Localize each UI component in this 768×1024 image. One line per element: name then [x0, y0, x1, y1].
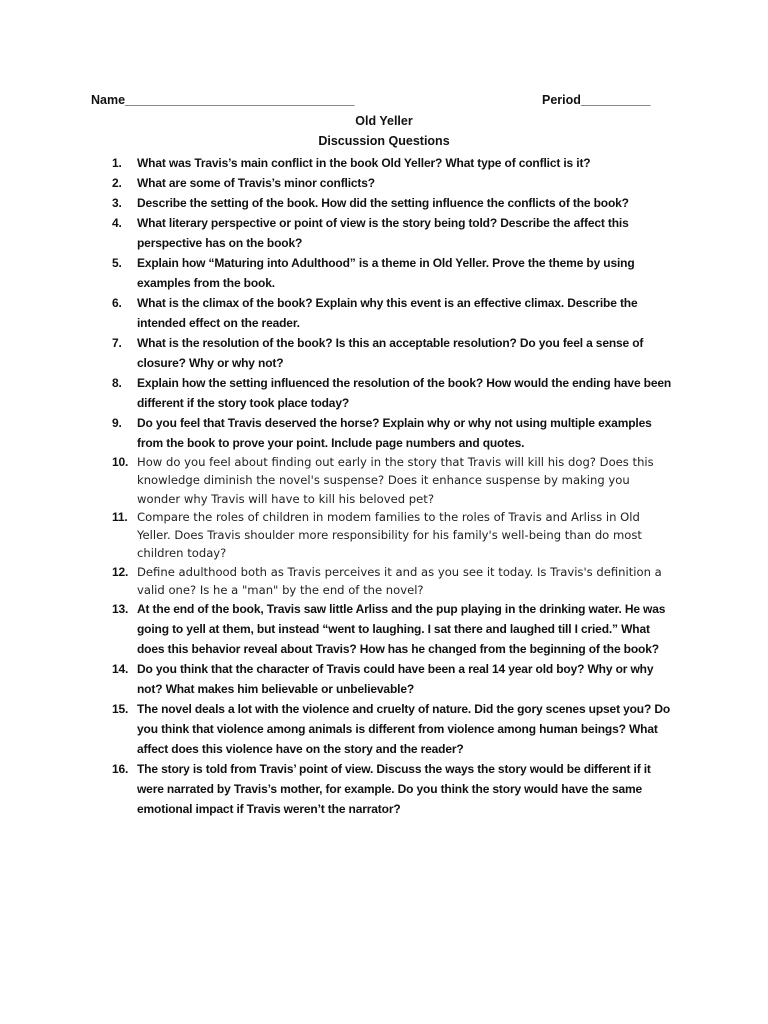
- question-text: What literary perspective or point of view is the story being told? Describe the affect this perspective has on the book?: [137, 216, 629, 250]
- question-number: 11.: [112, 509, 128, 524]
- question-number: 10.: [112, 455, 129, 469]
- question-number: 4.: [112, 216, 122, 230]
- period-field: Period__________: [542, 93, 651, 107]
- question-item: [112, 193, 672, 213]
- question-item: [112, 759, 672, 819]
- question-item: [112, 373, 672, 413]
- question-text: Do you feel that Travis deserved the horse? Explain why or why not using multiple examples from the book to prove your point. Include page numbers and quotes.: [137, 416, 652, 450]
- question-number: 14.: [112, 662, 129, 677]
- question-text: Explain how “Maturing into Adulthood” is a theme in Old Yeller. Prove the theme by using examples from the book.: [137, 256, 635, 290]
- question-text: How do you feel about finding out early in the story that Travis will kill his dog? Does this knowledge diminish the novel's suspense? Does it enhance suspense by making you wonder why Travis will have to kill his beloved pet?: [137, 455, 654, 506]
- question-item: [112, 699, 672, 759]
- question-text: Do you think that the character of Travis could have been a real 14 year old boy? Why or why not? What makes him believable or unbelievable?: [137, 662, 654, 697]
- question-item: [112, 413, 672, 453]
- question-item: [112, 253, 672, 293]
- question-number: 15.: [112, 702, 129, 717]
- question-item: [112, 173, 672, 193]
- question-number: 3.: [112, 196, 122, 210]
- question-number: 7.: [112, 336, 122, 350]
- book-title: Old Yeller: [355, 114, 413, 128]
- question-item: [112, 333, 672, 373]
- question-text: Define adulthood both as Travis perceives it and as you see it today. Is Travis's definition a valid one? Is he a "man" by the end of the novel?: [137, 564, 662, 598]
- question-number: 9.: [112, 416, 122, 430]
- question-number: 1.: [112, 156, 122, 170]
- question-text: What are some of Travis’s minor conflicts?: [137, 176, 375, 190]
- question-item: [112, 153, 672, 173]
- question-number: 12.: [112, 564, 129, 579]
- question-number: 2.: [112, 176, 122, 190]
- question-text: The novel deals a lot with the violence and cruelty of nature. Did the gory scenes upset you? Do you think that violence among animals is different from violence among human beings? What affect does this violence have on the story and the reader?: [137, 702, 671, 757]
- worksheet-subtitle: Discussion Questions: [318, 134, 450, 148]
- question-text: Compare the roles of children in modem families to the roles of Travis and Arliss in Old Yeller. Does Travis shoulder more responsibility for his family's well-being than do most children today?: [137, 509, 642, 561]
- question-text: What is the resolution of the book? Is this an acceptable resolution? Do you feel a sense of closure? Why or why not?: [137, 336, 644, 370]
- question-item: [112, 563, 672, 600]
- question-number: 6.: [112, 296, 122, 310]
- header-row: [91, 93, 651, 113]
- question-item: [112, 213, 672, 253]
- question-text: What was Travis’s main conflict in the book Old Yeller? What type of conflict is it?: [137, 156, 591, 170]
- question-item: [112, 453, 672, 508]
- question-item: [112, 293, 672, 333]
- question-text: What is the climax of the book? Explain why this event is an effective climax. Describe the intended effect on the reader.: [137, 296, 638, 330]
- question-item: [112, 599, 672, 659]
- name-field: Name_________________________________: [91, 93, 355, 107]
- question-number: 5.: [112, 256, 122, 270]
- question-item: [112, 659, 672, 699]
- question-number: 13.: [112, 602, 129, 617]
- question-number: 8.: [112, 376, 122, 390]
- question-list: [112, 153, 672, 819]
- question-text: Describe the setting of the book. How did the setting influence the conflicts of the book?: [137, 196, 629, 210]
- question-number: 16.: [112, 762, 129, 777]
- question-text: Explain how the setting influenced the resolution of the book? How would the ending have been different if the story took place today?: [137, 376, 672, 410]
- question-text: The story is told from Travis’ point of view. Discuss the ways the story would be different if it were narrated by Travis’s mother, for example. Do you think the story would have the same emotional impact if Travis weren’t the narrator?: [137, 762, 651, 817]
- question-item: [112, 508, 672, 563]
- question-text: At the end of the book, Travis saw little Arliss and the pup playing in the drinking water. He was going to yell at them, but instead “went to laughing. I sat there and laughed till I cried.” What does this behavior reveal about Travis? How has he changed from the beginning of the book?: [137, 602, 666, 657]
